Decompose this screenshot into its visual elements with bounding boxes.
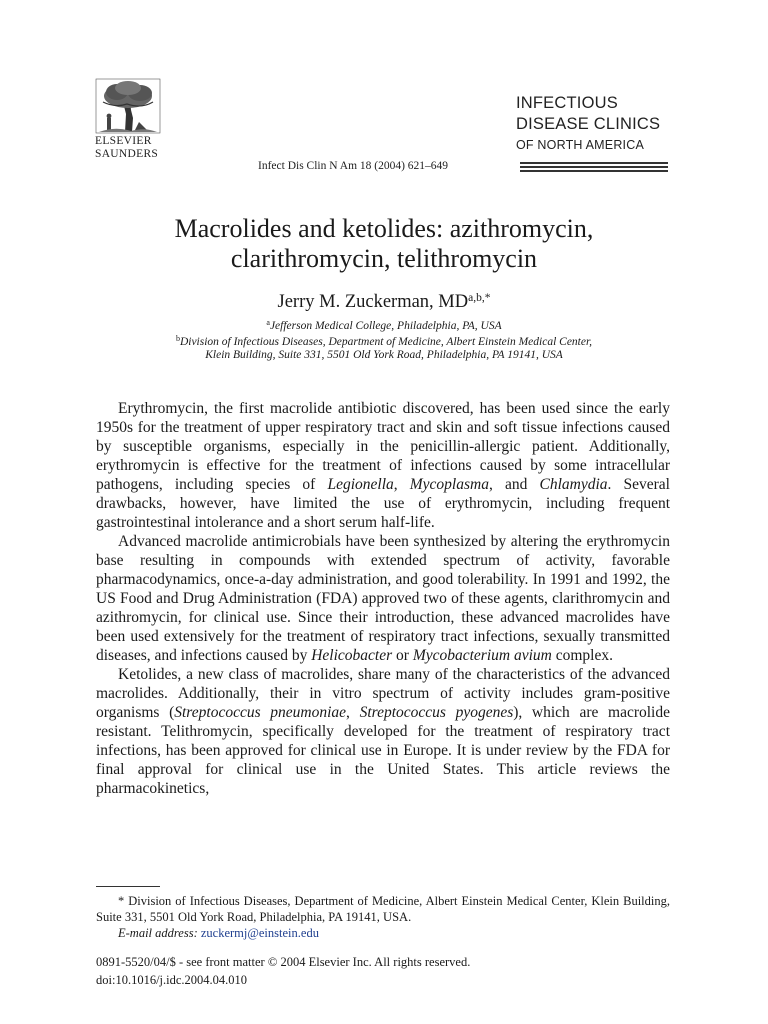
journal-brand-rules bbox=[520, 162, 668, 174]
footnote bbox=[96, 893, 670, 941]
article-title-line2: clarithromycin, telithromycin bbox=[230, 244, 538, 273]
organism-name: Legionella bbox=[327, 476, 394, 493]
footnote-text: Division of Infectious Diseases, Department of Medicine, Albert Einstein Medical Center, Klein Building, Suite 331, 5501 Old York Road, Philadelphia, PA 19141, USA. bbox=[96, 894, 671, 924]
front-matter bbox=[96, 953, 470, 989]
organism-name: Streptococcus pneumoniae bbox=[174, 704, 347, 721]
body-text-run: or bbox=[392, 647, 413, 664]
footnote-rule bbox=[96, 886, 160, 887]
article-body bbox=[96, 399, 670, 798]
journal-brand-line1: INFECTIOUS bbox=[516, 94, 618, 112]
affiliation-b-continued: Klein Building, Suite 331, 5501 Old York Road, Philadelphia, PA 19141, USA bbox=[205, 349, 563, 361]
author-affiliation-marks: a,b,* bbox=[468, 292, 491, 304]
author-name: Jerry M. Zuckerman, MD bbox=[277, 292, 469, 312]
organism-name: Mycobacterium avium bbox=[412, 647, 552, 664]
affiliation-b bbox=[0, 332, 768, 349]
body-text-run: Ketolides, a new class of macrolides, share many of the characteristics of the advanced macrolides. Additionally, their in vitro spectrum of activity includes gram-positive organisms ( bbox=[96, 666, 670, 721]
journal-brand-line2: DISEASE CLINICS bbox=[516, 115, 661, 133]
body-paragraph-2 bbox=[96, 532, 670, 665]
affiliation-b-mark: b bbox=[175, 334, 180, 343]
footnote-mark: * bbox=[118, 894, 125, 908]
organism-name: Mycoplasma bbox=[409, 476, 489, 493]
email-label: E-mail address: bbox=[118, 926, 198, 940]
publisher-imprint: SAUNDERS bbox=[95, 148, 159, 160]
body-text-run: , bbox=[393, 476, 410, 493]
author-line bbox=[0, 286, 768, 314]
article-title bbox=[0, 214, 768, 274]
footnote-email-line bbox=[96, 925, 670, 941]
body-text-run: Erythromycin, the first macrolide antibiotic discovered, has been used since the early 1950s for the treatment of upper respiratory tract and skin and soft tissue infections caused by susceptible organisms, especially in the penicillin-allergic patient. Additionally, erythromycin is effective for the treatment of infections caused by some intracellular pathogens, including species of bbox=[96, 400, 670, 493]
doi-line: doi:10.1016/j.idc.2004.04.010 bbox=[96, 973, 248, 987]
organism-name: Streptococcus pyogenes bbox=[359, 704, 514, 721]
affiliation-b-text: Division of Infectious Diseases, Department of Medicine, Albert Einstein Medical Center, bbox=[179, 336, 593, 348]
affiliation-a-mark: a bbox=[266, 318, 270, 327]
journal-brand bbox=[516, 93, 660, 153]
body-text-run: Advanced macrolide antimicrobials have been synthesized by altering the erythromycin base resulting in compounds with extended spectrum of activity, favorable pharmacodynamics, once-a-day administration, and good tolerability. In 1991 and 1992, the US Food and Drug Administration (FDA) approved two of these agents, clarithromycin and azithromycin, for clinical use. Since their introduction, these advanced macrolides have been used extensively for the treatment of respiratory tract infections, sexually transmitted diseases, and infections caused by bbox=[96, 533, 670, 664]
body-text-run: . Several drawbacks, however, have limited the use of erythromycin, including frequent gastrointestinal intolerance and a short serum half-life. bbox=[96, 476, 670, 531]
journal-citation: Infect Dis Clin N Am 18 (2004) 621–649 bbox=[258, 160, 449, 172]
affiliation-a bbox=[0, 316, 768, 333]
organism-name: Helicobacter bbox=[311, 647, 393, 664]
affiliation-a-text: Jefferson Medical College, Philadelphia, PA, USA bbox=[269, 320, 502, 332]
publisher-name: ELSEVIER bbox=[95, 135, 152, 147]
body-text-run: , bbox=[346, 704, 360, 721]
body-paragraph-3 bbox=[96, 665, 670, 798]
body-text-run: ), which are macrolide resistant. Telithromycin, specifically developed for the treatment of respiratory tract infections, has been approved for clinical use in Europe. It is under review by the FDA for final approval for clinical use in the United States. This article reviews the pharmacokinetics, bbox=[96, 704, 670, 797]
body-text-run: complex. bbox=[551, 647, 613, 664]
article-title-line1: Macrolides and ketolides: azithromycin, bbox=[174, 214, 594, 243]
organism-name: Chlamydia bbox=[539, 476, 608, 493]
footnote-address bbox=[96, 893, 670, 925]
body-paragraph-1 bbox=[96, 399, 670, 532]
publisher-logo bbox=[95, 78, 167, 160]
body-text-run: , and bbox=[488, 476, 540, 493]
author-email-link[interactable]: zuckermj@einstein.edu bbox=[200, 926, 319, 940]
journal-brand-line3: OF NORTH AMERICA bbox=[516, 138, 644, 152]
issn-line: 0891-5520/04/$ - see front matter © 2004 Elsevier Inc. All rights reserved. bbox=[96, 955, 471, 969]
elsevier-tree-icon bbox=[95, 78, 161, 134]
